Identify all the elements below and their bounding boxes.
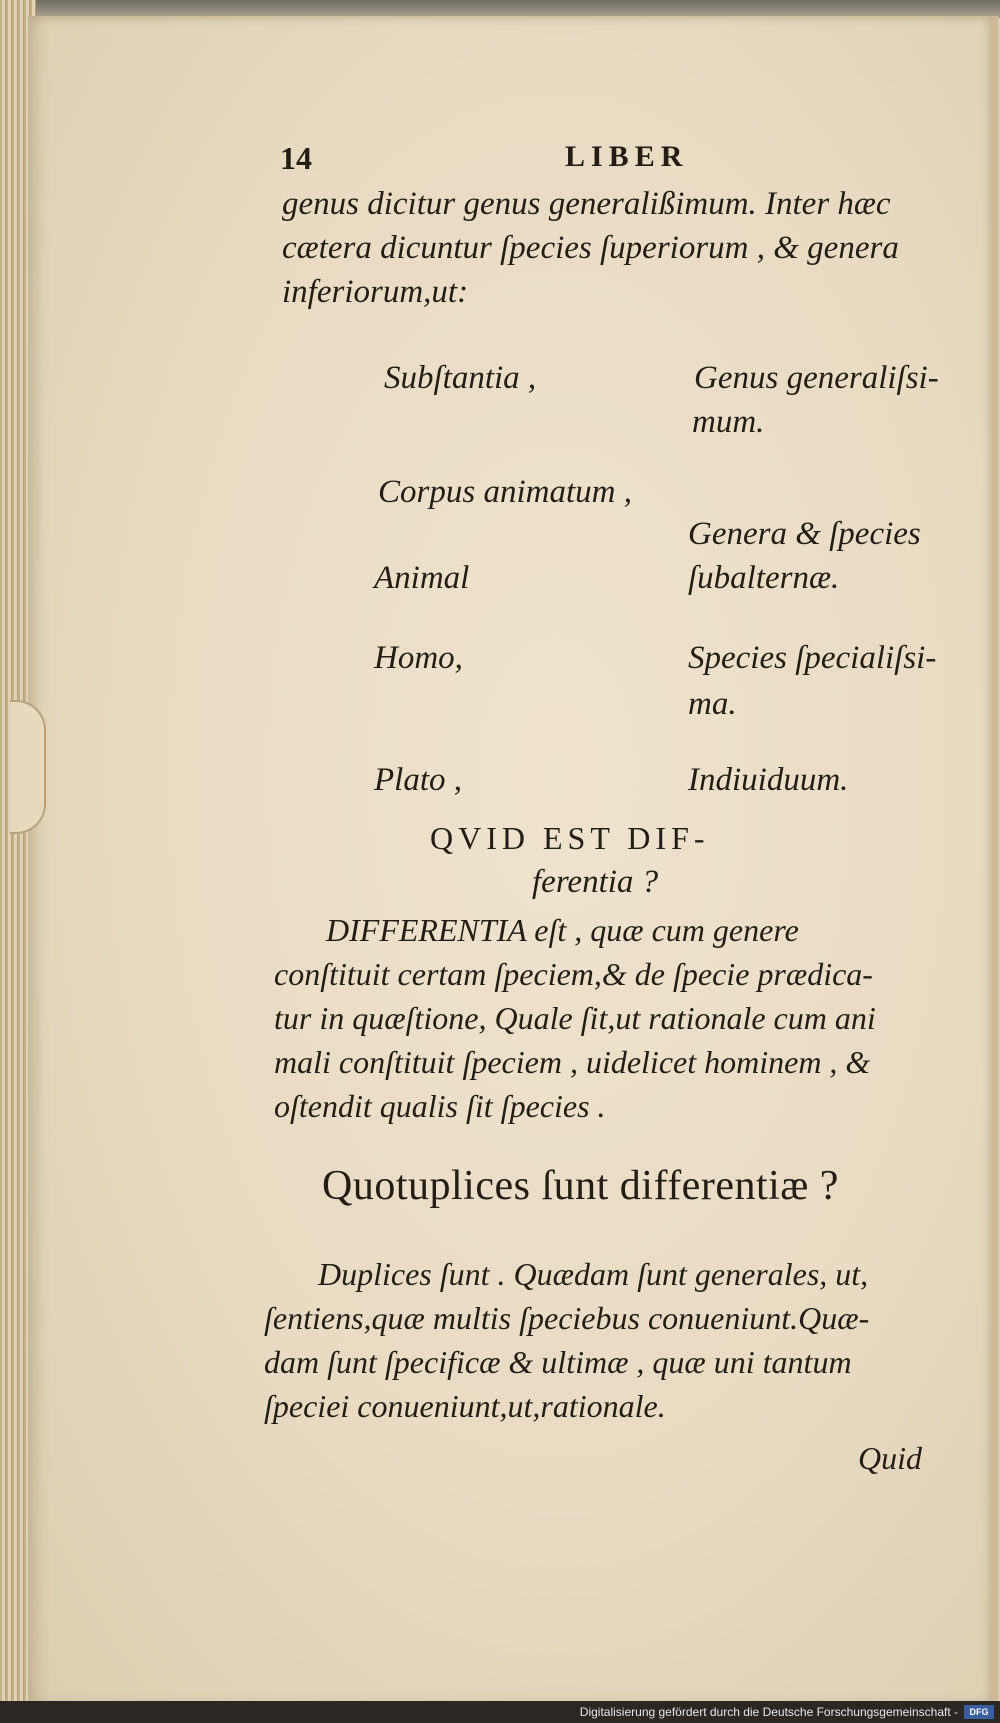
footer-credit: Digitalisierung gefördert durch die Deutsche Forschungsgemeinschaft - [579, 1705, 958, 1719]
tree-species-specialissima: Species ſpecialiſsi- [688, 640, 937, 676]
dfg-logo: DFG [964, 1705, 994, 1719]
answer2-line-4: ſpeciei conueniunt,ut,rationale. [264, 1388, 666, 1424]
tree-individuum: Indiuiduum. [688, 762, 849, 798]
tree-animal: Animal [374, 560, 470, 596]
digitization-footer [0, 1701, 1000, 1723]
question2-heading: Quotuplices ſunt differentiæ ? [322, 1163, 839, 1209]
intro-line-2: cætera dicuntur ſpecies ſuperiorum , & genera [282, 230, 899, 266]
intro-line-1: genus dicitur genus generalißimum. Inter hæc [282, 186, 891, 222]
page-tab-marker [10, 700, 46, 834]
page-paper [28, 16, 998, 1706]
answer2-line-2: ſentiens,quæ multis ſpeciebus conueniunt.Quæ- [264, 1300, 870, 1336]
intro-line-3: inferiorum,ut: [282, 274, 469, 310]
catchword: Quid [858, 1440, 922, 1476]
tree-substantia: Subſtantia , [384, 360, 537, 396]
answer2-line-3: dam ſunt ſpecificæ & ultimæ , quæ uni tantum [264, 1344, 852, 1380]
answer2-line-1: Duplices ſunt . Quædam ſunt generales, ut, [318, 1256, 869, 1292]
tree-homo: Homo, [374, 640, 463, 676]
answer1-line-4: mali conſtituit ſpeciem , uidelicet hominem , & [274, 1044, 871, 1080]
tree-plato: Plato , [374, 762, 462, 798]
tree-genera-species: Genera & ſpecies [688, 516, 921, 552]
tree-genus-generalissimum-cont: mum. [692, 404, 765, 440]
page-number: 14 [280, 140, 312, 176]
tree-genus-generalissimum: Genus generaliſsi- [694, 360, 939, 396]
answer1-line-5: oſtendit qualis ſit ſpecies . [274, 1088, 606, 1124]
running-header [280, 140, 980, 180]
question1-heading: QVID EST DIF- [430, 820, 710, 856]
running-title: LIBER [565, 140, 689, 173]
tree-species-specialissima-cont: ma. [688, 686, 737, 722]
answer1-line-3: tur in quæſtione, Quale ſit,ut rationale cum ani [274, 1000, 876, 1036]
question1-heading-cont: ferentia ? [532, 864, 659, 900]
answer1-line-2: conſtituit certam ſpeciem,& de ſpecie prædica- [274, 956, 873, 992]
tree-corpus-animatum: Corpus animatum , [378, 474, 632, 510]
tree-subalternae: ſubalternæ. [688, 560, 840, 596]
answer1-line-1: DIFFERENTIA eſt , quæ cum genere [326, 912, 799, 948]
